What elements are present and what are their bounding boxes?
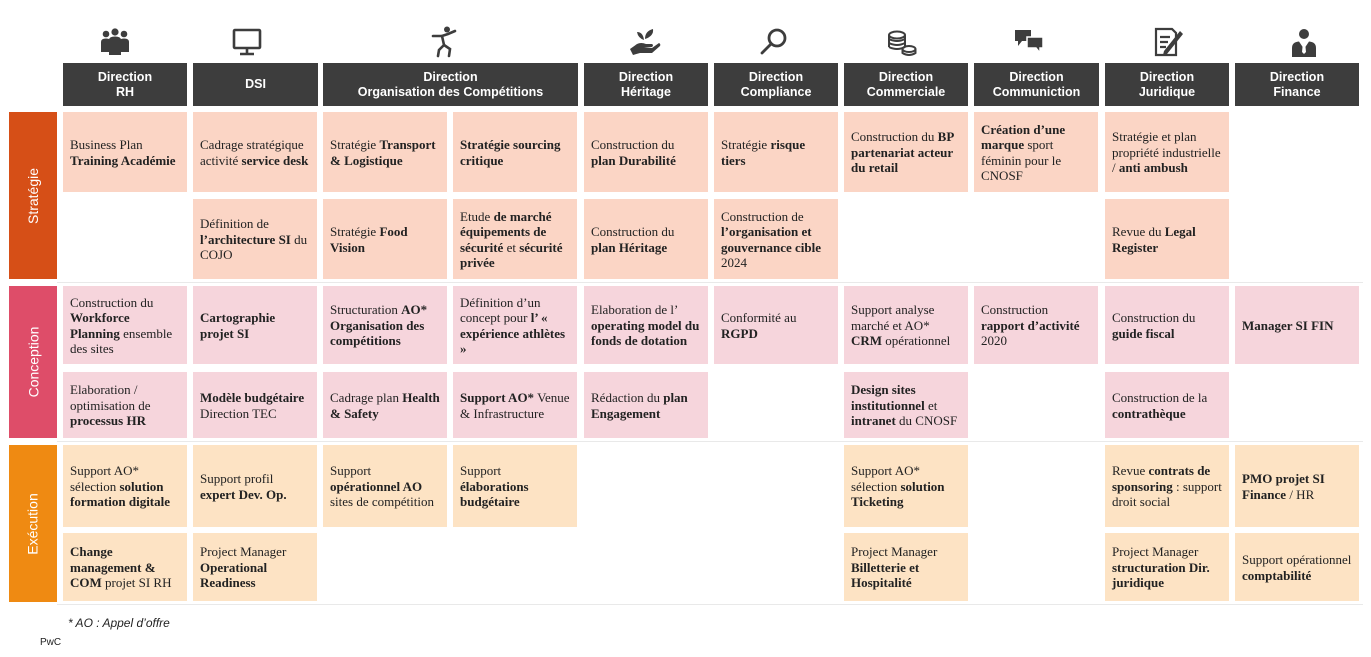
activity-text: [200, 471, 311, 502]
activity-cell: [584, 286, 708, 364]
header-direction-communiction: Direction Communiction: [974, 63, 1099, 106]
activity-cell: [453, 372, 577, 438]
activity-cell: [63, 112, 187, 192]
activity-cell: [714, 112, 838, 192]
activity-text: [70, 382, 181, 429]
coins-icon: [885, 25, 919, 59]
activity-text-bold: plan Héritage: [591, 239, 668, 255]
header-direction-finance: Direction Finance: [1235, 63, 1359, 106]
activity-text-run: Construction du: [591, 137, 675, 152]
activity-cell: [323, 445, 447, 527]
activity-text-run: Support AO* sélection: [851, 463, 920, 494]
activity-text-bold: Modèle budgétaire: [200, 390, 305, 405]
activity-text-bold: plan Engagement: [591, 390, 688, 421]
activity-text-bold: Support AO*: [460, 390, 535, 405]
activity-text-bold: Health & Safety: [330, 390, 440, 421]
activity-text: [460, 137, 571, 168]
activity-cell: [63, 286, 187, 364]
activity-text: [1112, 390, 1223, 421]
activity-text-run: Elaboration de l’: [591, 302, 678, 318]
activity-text-bold: AO* Organisation des compétitions: [330, 302, 428, 349]
activity-text: [591, 302, 702, 349]
activity-text-bold: Billetterie et Hospitalité: [851, 559, 920, 591]
activity-text: [1112, 224, 1223, 255]
activity-cell: [1235, 533, 1359, 601]
activity-text: [200, 390, 311, 421]
activity-text-bold: service desk: [241, 152, 309, 168]
activity-text-run: Construction du: [591, 224, 675, 239]
speech-bubbles-icon: [1012, 25, 1046, 59]
activity-text: [591, 390, 702, 421]
activity-cell: [844, 533, 968, 601]
monitor-icon: [230, 25, 264, 59]
activity-text-bold: comptabilité: [1242, 567, 1312, 583]
activity-text: [330, 224, 441, 255]
activity-cell: [974, 112, 1098, 192]
activity-text-bold: plan Durabilité: [591, 152, 676, 168]
activity-text-bold: Training Académie: [70, 152, 176, 168]
activity-text-run: sites de compétition: [330, 494, 434, 510]
activity-text: [851, 463, 962, 510]
activity-text-run: Support opérationnel: [1242, 552, 1352, 567]
activity-text-bold: Stratégie sourcing critique: [460, 137, 561, 168]
header-direction-organisation-competitions: Direction Organisation des Compétitions: [323, 63, 578, 106]
header-direction-rh: Direction RH: [63, 63, 187, 106]
activity-text-bold: l’organisation et gouvernance cible: [721, 224, 822, 255]
activity-text-run: Support AO* sélection: [70, 463, 139, 494]
activity-text-bold: intranet: [851, 413, 896, 429]
activity-cell: [584, 372, 708, 438]
activity-text-bold: RGPD: [721, 325, 758, 341]
activity-text-bold: structuration Dir. juridique: [1112, 559, 1210, 591]
activity-text-run: du CNOSF: [895, 413, 958, 429]
activity-text-bold: Food Vision: [330, 224, 408, 255]
activity-text-run: Construction de: [721, 208, 804, 224]
activity-text: [1242, 318, 1353, 334]
activity-text: [330, 137, 441, 168]
activity-text: [200, 544, 311, 591]
activity-cell: [193, 286, 317, 364]
activity-text-bold: processus HR: [70, 413, 146, 429]
activity-text-run: Revue du: [1112, 224, 1165, 239]
activity-text-run: Stratégie: [330, 137, 380, 152]
activity-text: [851, 544, 962, 591]
activity-text-bold: Legal Register: [1112, 224, 1196, 255]
activity-text-run: opérationnel: [882, 333, 951, 349]
activity-text-run: et: [924, 397, 938, 413]
activity-text-run: : support droit social: [1112, 478, 1222, 510]
activity-cell: [193, 372, 317, 438]
activity-text-bold: Workforce Planning: [70, 310, 130, 341]
activity-text-bold: solution formation digitale: [70, 478, 171, 510]
header-direction-juridique: Direction Juridique: [1105, 63, 1229, 106]
activity-text-bold: rapport d’activité: [981, 317, 1080, 333]
activity-text-run: Stratégie et plan propriété industrielle /: [1112, 129, 1221, 176]
athlete-icon: [428, 25, 462, 59]
activity-cell: [584, 199, 708, 279]
activity-text: [70, 137, 181, 168]
magnifier-icon: [757, 25, 791, 59]
hand-plant-icon: [628, 25, 662, 59]
activity-text-run: et: [503, 239, 520, 255]
activity-text-run: Construction: [981, 302, 1049, 318]
activity-text: [721, 310, 832, 341]
activity-cell: [453, 112, 577, 192]
activity-cell: [1105, 199, 1229, 279]
activity-text-bold: solution Ticketing: [851, 478, 945, 510]
activity-cell: [453, 286, 577, 364]
activity-text: [70, 544, 181, 591]
brand-label: PwC: [40, 637, 62, 648]
activity-cell: [1105, 286, 1229, 364]
activity-text-run: Définition d’un concept pour: [460, 294, 541, 325]
activity-text: [591, 137, 702, 168]
activity-text-bold: contrathèque: [1112, 405, 1186, 421]
activity-text: [1112, 310, 1223, 341]
phase-execution: Exécution: [9, 445, 57, 602]
activity-text: [200, 310, 311, 341]
phase-strategie: Stratégie: [9, 112, 57, 279]
activity-text-run: Construction du: [851, 129, 938, 145]
activity-text-run: Project Manager: [1112, 544, 1199, 560]
activity-text-bold: Création d’une marque: [981, 121, 1066, 152]
activity-text: [330, 463, 441, 510]
activity-text-run: Project Manager: [851, 544, 938, 560]
activity-text: [721, 209, 832, 271]
activity-text-bold: CRM: [851, 333, 883, 349]
activity-text-bold: Design sites institutionnel: [851, 382, 925, 413]
activity-cell: [63, 445, 187, 527]
activity-cell: [714, 286, 838, 364]
activity-cell: [844, 445, 968, 527]
band-separator: [57, 441, 1363, 442]
activity-text-bold: sécurité privée: [460, 239, 563, 270]
activity-text: [1112, 544, 1223, 591]
activity-text-run: Rédaction du: [591, 390, 664, 405]
activity-text-bold: expert Dev. Op.: [200, 486, 287, 502]
activity-text-bold: contrats de sponsoring: [1112, 463, 1211, 494]
activity-text-run: Support analyse marché et AO*: [851, 302, 935, 333]
activity-text-bold: risque tiers: [721, 137, 806, 168]
activity-text: [591, 224, 702, 255]
activity-text-run: Support: [460, 463, 502, 479]
activity-text-run: Etude: [460, 208, 494, 224]
activity-text-run: / HR: [1286, 486, 1315, 502]
businessman-icon: [1287, 25, 1321, 59]
activity-cell: [193, 199, 317, 279]
activity-text-run: 2024: [721, 255, 747, 270]
activity-text: [1242, 552, 1353, 583]
activity-text-run: Support: [330, 463, 372, 479]
activity-cell: [323, 199, 447, 279]
band-separator: [57, 282, 1363, 283]
activity-text-bold: Cartographie projet SI: [200, 310, 276, 341]
activity-cell: [844, 112, 968, 192]
activity-text-bold: l’ « expérience athlètes »: [460, 310, 566, 356]
activity-text: [200, 137, 311, 168]
activity-text-run: Project Manager: [200, 544, 287, 560]
activity-text-run: Support profil: [200, 471, 274, 486]
phase-conception: Conception: [9, 286, 57, 438]
activity-text-bold: PMO projet SI Finance: [1242, 471, 1325, 502]
activity-text-run: Conformité au: [721, 310, 797, 325]
activity-text-bold: opérationnel AO: [330, 478, 423, 494]
activity-text: [330, 390, 441, 421]
activity-text-bold: de marché équipements de sécurité: [460, 208, 552, 255]
activity-text-run: 2020: [981, 333, 1007, 349]
activity-cell: [453, 445, 577, 527]
activity-text: [200, 216, 311, 263]
activity-text: [851, 129, 962, 176]
activity-text: [1112, 129, 1223, 176]
activity-cell: [63, 372, 187, 438]
activity-text-bold: élaborations budgétaire: [460, 478, 529, 510]
activity-text: [981, 122, 1092, 184]
band-separator: [57, 604, 1363, 605]
header-direction-commerciale: Direction Commerciale: [844, 63, 968, 106]
activity-text-run: Structuration: [330, 302, 402, 318]
activity-text-run: ensemble des sites: [70, 325, 173, 356]
activity-text: [981, 302, 1092, 349]
header-direction-compliance: Direction Compliance: [714, 63, 838, 106]
activity-text-run: Stratégie: [330, 224, 380, 239]
people-icon: [98, 25, 132, 59]
activity-cell: [1235, 286, 1359, 364]
activity-text-run: projet SI RH: [101, 575, 172, 591]
activity-text-bold: Transport & Logistique: [330, 137, 436, 168]
activity-cell: [1105, 112, 1229, 192]
activity-text-run: Venue & Infrastructure: [460, 390, 570, 421]
activity-text: [851, 302, 962, 349]
activity-cell: [714, 199, 838, 279]
activity-text-bold: anti ambush: [1118, 160, 1188, 176]
activity-text: [70, 463, 181, 510]
activity-text-run: Stratégie: [721, 137, 771, 152]
activity-text-run: Construction du: [70, 294, 154, 310]
activity-text: [460, 463, 571, 510]
activity-text-run: Construction du: [1112, 310, 1196, 325]
activity-text-run: sport féminin pour le CNOSF: [981, 137, 1062, 183]
activity-cell: [323, 112, 447, 192]
activity-text-run: Direction TEC: [200, 405, 277, 421]
activity-text-run: Cadrage plan: [330, 390, 403, 405]
activity-cell: [1105, 533, 1229, 601]
activity-text: [1112, 463, 1223, 510]
activity-cell: [63, 533, 187, 601]
activity-text-bold: guide fiscal: [1112, 325, 1175, 341]
activity-cell: [193, 445, 317, 527]
activity-text-bold: BP partenariat acteur du retail: [851, 129, 954, 176]
activity-text-bold: Manager SI FIN: [1242, 317, 1334, 333]
activity-text: [721, 137, 832, 168]
activity-cell: [453, 199, 577, 279]
activity-text-bold: Change management & COM: [70, 544, 156, 591]
document-pen-icon: [1150, 25, 1184, 59]
activity-text: [460, 209, 571, 271]
activity-text-run: du COJO: [200, 231, 308, 263]
footnote: * AO : Appel d’offre: [68, 616, 170, 630]
activity-text-bold: operating model du fonds de dotation: [591, 317, 700, 349]
activity-text: [1242, 471, 1353, 502]
activity-cell: [1105, 445, 1229, 527]
activity-cell: [323, 286, 447, 364]
activity-text-run: Elaboration / optimisation de: [70, 382, 151, 413]
activity-text-run: Définition de: [200, 216, 269, 232]
activity-cell: [844, 286, 968, 364]
activity-text-run: Revue: [1112, 463, 1149, 479]
activity-cell: [974, 286, 1098, 364]
activity-text-run: Cadrage stratégique activité: [200, 137, 304, 168]
header-dsi: DSI: [193, 63, 318, 106]
activity-cell: [193, 112, 317, 192]
activity-cell: [1105, 372, 1229, 438]
activity-cell: [584, 112, 708, 192]
activity-text: [460, 295, 571, 357]
activity-text: [460, 390, 571, 421]
activity-text-run: Business Plan: [70, 137, 143, 152]
activity-text: [330, 302, 441, 349]
activity-cell: [844, 372, 968, 438]
activity-cell: [1235, 445, 1359, 527]
activity-text-run: Construction de la: [1112, 390, 1208, 405]
activity-text: [851, 382, 962, 429]
activity-text-bold: l’architecture SI: [200, 231, 291, 247]
activity-cell: [193, 533, 317, 601]
header-direction-heritage: Direction Héritage: [584, 63, 708, 106]
activity-text-bold: Operational Readiness: [200, 559, 268, 591]
activity-text: [70, 295, 181, 357]
activity-cell: [323, 372, 447, 438]
